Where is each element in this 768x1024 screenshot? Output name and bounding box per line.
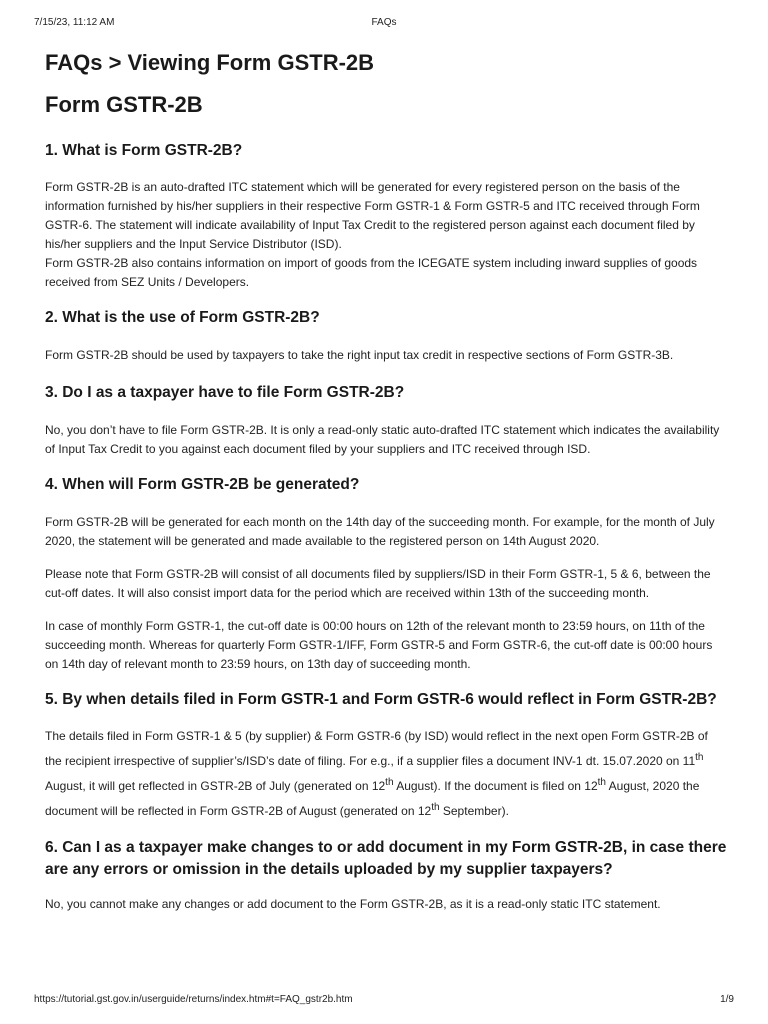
faq-answer-5-text-5: September). [439,804,509,818]
ordinal-suffix: th [385,777,394,788]
faq-question-6: 6. Can I as a taxpayer make changes to or add document in my Form GSTR-2B, in case there are any errors or omission in the details uploaded by my supplier taxpayers? [45,839,727,878]
faq-question-4: 4. When will Form GSTR-2B be generated? [45,476,360,493]
breadcrumb: FAQs > Viewing Form GSTR-2B [45,50,375,75]
print-datetime: 7/15/23, 11:12 AM [34,17,115,28]
faq-answer-4-para-2: Please note that Form GSTR-2B will consist of all documents filed by suppliers/ISD in their Form GSTR-1, 5 & 6, between the cut-off dates. It will also consist import data for the period which are received within 13th of the succeeding month. [45,567,711,600]
faq-answer-5-text-4: August, 2020 the document will be reflected in Form GSTR-2B of August (generated on 12 [45,779,700,818]
print-footer [0,994,768,1008]
faq-answer-4-para-1: Form GSTR-2B will be generated for each month on the 14th day of the succeeding month. For example, for the month of July 2020, the statement will be generated and made available to the registered person on 14th August 2020. [45,515,715,548]
page-title: Form GSTR-2B [45,92,203,117]
faq-question-1: 1. What is Form GSTR-2B? [45,142,243,159]
faq-answer-5-text-1: The details filed in Form GSTR-1 & 5 (by supplier) & Form GSTR-6 (by ISD) would reflect in the next open Form GSTR-2B of the recipient irrespective of supplier’s/ISD’s date of filing. For e.g., if a supplier files a document INV-1 dt. 15.07.2020 on 11 [45,729,708,768]
ordinal-suffix: th [431,802,440,813]
faq-answer-5-text-3: August). If the document is filed on 12 [393,779,598,793]
faq-answer-2: Form GSTR-2B should be used by taxpayers to take the right input tax credit in respective sections of Form GSTR-3B. [45,348,674,362]
print-title: FAQs [371,17,397,28]
faq-answer-3: No, you don’t have to file Form GSTR-2B. It is only a read-only static auto-drafted ITC statement which indicates the availability of Input Tax Credit to you against each document filed by your suppliers and ITC received through ISD. [45,423,720,456]
ordinal-suffix: th [695,752,704,763]
ordinal-suffix: th [597,777,606,788]
faq-answer-4-para-3: In case of monthly Form GSTR-1, the cut-off date is 00:00 hours on 12th of the relevant month to 23:59 hours, on 11th of the succeeding month. Whereas for quarterly Form GSTR-1/IFF, Form GSTR-5 and Form GSTR-6, the cut-off date is 00:00 hours on 14th day of relevant month to 23:59 hours, on 13th day of succeeding month. [45,619,713,671]
faq-answer-5-text-2: August, it will get reflected in GSTR-2B of July (generated on 12 [45,779,386,793]
faq-answer-1-para-2: Form GSTR-2B also contains information on import of goods from the ICEGATE system including inward supplies of goods received from SEZ Units / Developers. [45,256,698,289]
print-header [0,17,768,31]
faq-question-5: 5. By when details filed in Form GSTR-1 and Form GSTR-6 would reflect in Form GSTR-2B? [45,691,717,708]
print-url: https://tutorial.gst.gov.in/userguide/returns/index.htm#t=FAQ_gstr2b.htm [34,994,353,1005]
page-content [45,48,727,914]
faq-answer-6: No, you cannot make any changes or add document to the Form GSTR-2B, as it is a read-only static ITC statement. [45,897,661,911]
print-page-number: 1/9 [720,994,734,1005]
faq-answer-1-para-1: Form GSTR-2B is an auto-drafted ITC statement which will be generated for every registered person on the basis of the information furnished by his/her suppliers in their respective Form GSTR-1 & Form GSTR-5 and ITC received through Form GSTR-6. The statement will indicate availability of Input Tax Credit to the registered person against each document filed by his/her suppliers and the Input Service Distributor (ISD). [45,180,700,251]
faq-answer-5 [45,725,727,822]
faq-question-2: 2. What is the use of Form GSTR-2B? [45,309,320,326]
faq-question-3: 3. Do I as a taxpayer have to file Form GSTR-2B? [45,384,405,401]
